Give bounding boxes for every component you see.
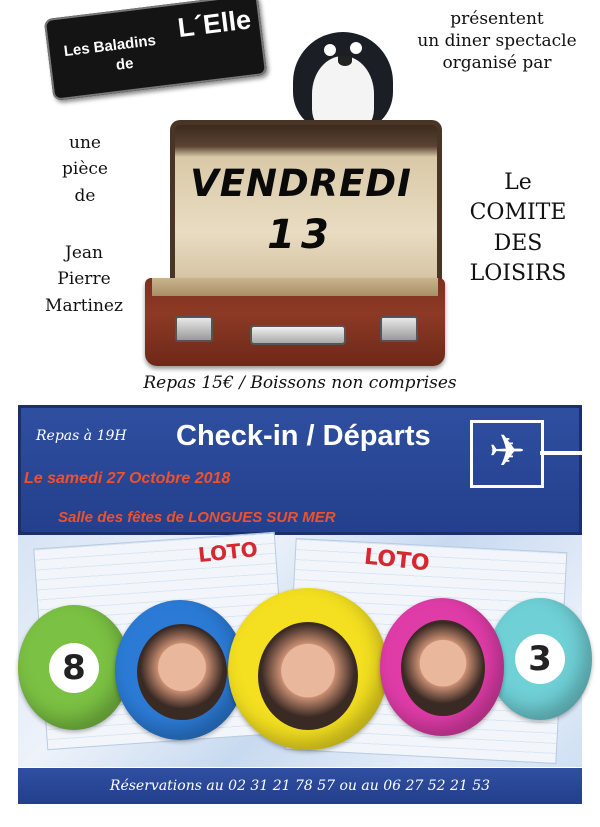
baladins-sign: [44, 0, 267, 101]
event-date: Le samedi 27 Octobre 2018: [24, 470, 231, 487]
organizer-line2: COMITE: [469, 200, 567, 226]
suitcase-latch-right: [380, 316, 418, 342]
play-block: [40, 130, 130, 209]
banner-headline: Check-in / Départs: [176, 420, 431, 452]
presenter-line3: organisé par: [442, 53, 552, 74]
lotto-ball-green: [18, 605, 130, 730]
sign-line1: Les Baladins: [62, 31, 157, 61]
title-line2: 13: [267, 212, 335, 258]
penguin-eye-left: [322, 42, 338, 58]
arrow-line: [540, 451, 582, 455]
author-last: Martinez: [45, 295, 123, 316]
suitcase-handle: [250, 325, 346, 345]
reservations-text: Réservations au 02 31 21 78 57 ou au 06 27 52 21 53: [109, 778, 491, 794]
organizer-line4: LOISIRS: [469, 261, 567, 287]
event-venue: Salle des fêtes de LONGUES SUR MER: [58, 509, 336, 526]
meal-time: Repas à 19H: [36, 428, 127, 444]
lotto-logo-right: LOTO: [362, 544, 431, 577]
ball-number-right: 3: [515, 634, 565, 684]
airplane-icon: ✈: [470, 420, 544, 488]
presenter-line1: présentent: [450, 9, 544, 29]
ball-number-left: 8: [49, 643, 99, 693]
organizer-block: [448, 168, 588, 289]
presenter-line2: un diner spectacle: [417, 31, 577, 52]
title-line1: VENDREDI: [190, 162, 412, 205]
play-line3: de: [74, 185, 96, 206]
organizer-line1: Le: [504, 170, 532, 195]
play-line1: une: [69, 133, 101, 153]
penguin-eye-right: [348, 40, 364, 56]
sign-line2: de: [114, 54, 135, 74]
suitcase-latch-left: [175, 316, 213, 342]
author-middle: Pierre: [57, 269, 111, 290]
portrait-man-center: [258, 622, 358, 730]
portrait-woman-right: [401, 620, 485, 716]
author-first: Jean: [65, 243, 103, 263]
sign-name: L´Elle: [176, 4, 253, 44]
lotto-logo-left: LOTO: [196, 536, 259, 568]
author-block: [22, 240, 146, 319]
price-line: Repas 15€ / Boissons non comprises: [143, 373, 457, 393]
portrait-woman-left: [137, 624, 227, 720]
penguin-beak: [338, 56, 352, 66]
organizer-line3: DES: [493, 230, 543, 256]
suitcase-lip: [152, 278, 438, 296]
presenter-block: [392, 8, 600, 74]
play-line2: pièce: [62, 159, 108, 180]
